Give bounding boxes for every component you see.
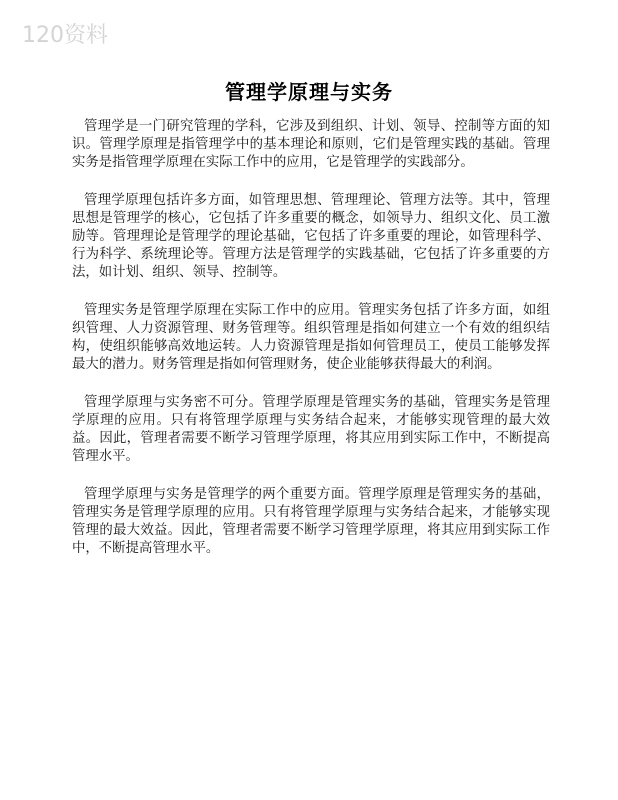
watermark: 120资料 (22, 23, 108, 48)
paragraph-1: 管理学是一门研究管理的学科，它涉及到组织、计划、领导、控制等方面的知识。管理学原理是指管理学中的基本理论和原则，它们是管理实践的基础。管理实务是指管理学原理在实际工作中的应用，它是管理学的实践部分。 (72, 119, 550, 170)
paragraph-5: 管理学原理与实务是管理学的两个重要方面。管理学原理是管理实务的基础，管理实务是管理学原理的应用。只有将管理学原理与实务结合起来，才能够实现管理的最大效益。因此，管理者需要不断学习管理学原理，将其应用到实际工作中，不断提高管理水平。 (72, 487, 550, 556)
paragraph-3: 管理实务是管理学原理在实际工作中的应用。管理实务包括了许多方面，如组织管理、人力资源管理、财务管理等。组织管理是指如何建立一个有效的组织结构，使组织能够高效地运转。人力资源管理是指如何管理员工，使员工能够发挥最大的潜力。财务管理是指如何管理财务，使企业能够获得最大的利润。 (72, 303, 550, 372)
paragraph-2: 管理学原理包括许多方面，如管理思想、管理理论、管理方法等。其中，管理思想是管理学的核心，它包括了许多重要的概念，如领导力、组织文化、员工激励等。管理理论是管理学的理论基础，它包括了许多重要的理论，如管理科学、行为科学、系统理论等。管理方法是管理学的实践基础，它包括了许多重要的方法，如计划、组织、领导、控制等。 (72, 193, 550, 280)
document-body (72, 118, 550, 578)
paragraph-4: 管理学原理与实务密不可分。管理学原理是管理实务的基础，管理实务是管理学原理的应用。只有将管理学原理与实务结合起来，才能够实现管理的最大效益。因此，管理者需要不断学习管理学原理，将其应用到实际工作中，不断提高管理水平。 (72, 395, 550, 464)
document-title: 管理学原理与实务 (225, 80, 393, 104)
